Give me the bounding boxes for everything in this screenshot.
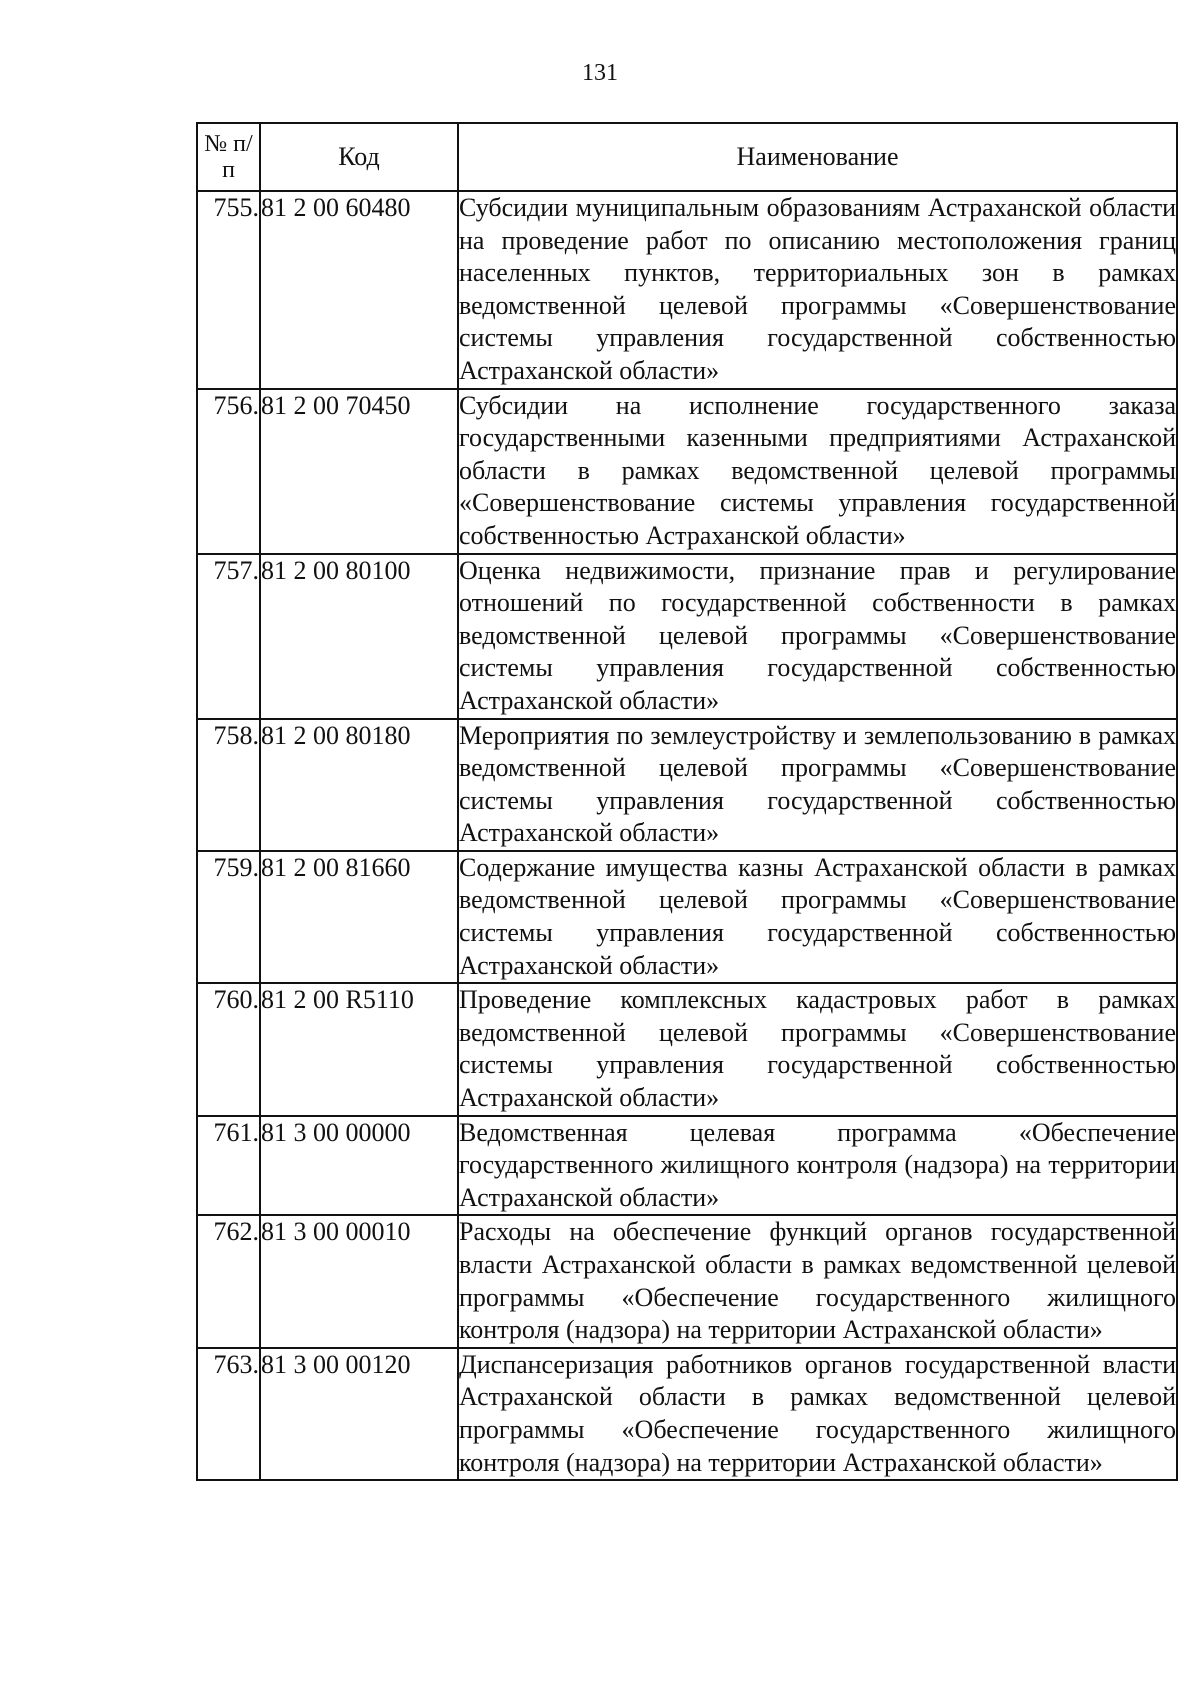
row-name: Мероприятия по землеустройству и землепользованию в рамках ведомственной целевой программы «Совершенствование системы управления государственной собственностью Астраханской области» bbox=[458, 719, 1177, 851]
table-body bbox=[197, 191, 1177, 1480]
row-name: Расходы на обеспечение функций органов государственной власти Астраханской области в рамках ведомственной целевой программы «Обеспечение государственного жилищного контроля (надзора) на территории Астраханской области» bbox=[458, 1215, 1177, 1347]
row-num: 761. bbox=[197, 1116, 260, 1216]
table-row bbox=[197, 389, 1177, 554]
row-num: 763. bbox=[197, 1348, 260, 1480]
codes-table bbox=[196, 122, 1178, 1481]
table-header-row bbox=[197, 123, 1177, 191]
table-row bbox=[197, 554, 1177, 719]
row-code: 81 2 00 80100 bbox=[260, 554, 458, 719]
header-code: Код bbox=[260, 123, 458, 191]
row-num: 758. bbox=[197, 719, 260, 851]
row-name: Ведомственная целевая программа «Обеспечение государственного жилищного контроля (надзора) на территории Астраханской области» bbox=[458, 1116, 1177, 1216]
row-name: Оценка недвижимости, признание прав и регулирование отношений по государственной собственности в рамках ведомственной целевой программы «Совершенствование системы управления государственной собственностью Астраханской области» bbox=[458, 554, 1177, 719]
table-row bbox=[197, 1116, 1177, 1216]
row-code: 81 2 00 60480 bbox=[260, 191, 458, 389]
row-name: Проведение комплексных кадастровых работ в рамках ведомственной целевой программы «Совершенствование системы управления государственной собственностью Астраханской области» bbox=[458, 983, 1177, 1115]
row-num: 755. bbox=[197, 191, 260, 389]
row-num: 756. bbox=[197, 389, 260, 554]
table-row bbox=[197, 1348, 1177, 1480]
row-name: Диспансеризация работников органов государственной власти Астраханской области в рамках ведомственной целевой программы «Обеспечение государственного жилищного контроля (надзора) на территории Астраханской области» bbox=[458, 1348, 1177, 1480]
row-code: 81 2 00 70450 bbox=[260, 389, 458, 554]
row-name: Субсидии муниципальным образованиям Астраханской области на проведение работ по описанию местоположения границ населенных пунктов, территориальных зон в рамках ведомственной целевой программы «Совершенствование системы управления государственной собственностью Астраханской области» bbox=[458, 191, 1177, 389]
row-num: 757. bbox=[197, 554, 260, 719]
row-code: 81 2 00 80180 bbox=[260, 719, 458, 851]
header-name: Наименование bbox=[458, 123, 1177, 191]
page-number: 131 bbox=[582, 60, 618, 86]
row-name: Субсидии на исполнение государственного заказа государственными казенными предприятиями Астраханской области в рамках ведомственной целевой программы «Совершенствование системы управления государственной собственностью Астраханской области» bbox=[458, 389, 1177, 554]
row-code: 81 3 00 00000 bbox=[260, 1116, 458, 1216]
header-num: № п/п bbox=[197, 123, 260, 191]
row-num: 759. bbox=[197, 851, 260, 983]
table-row bbox=[197, 851, 1177, 983]
table-row bbox=[197, 719, 1177, 851]
table-row bbox=[197, 1215, 1177, 1347]
row-num: 760. bbox=[197, 983, 260, 1115]
row-code: 81 2 00 R5110 bbox=[260, 983, 458, 1115]
table-row bbox=[197, 191, 1177, 389]
row-code: 81 2 00 81660 bbox=[260, 851, 458, 983]
table-header bbox=[197, 123, 1177, 191]
table-row bbox=[197, 983, 1177, 1115]
row-code: 81 3 00 00120 bbox=[260, 1348, 458, 1480]
row-code: 81 3 00 00010 bbox=[260, 1215, 458, 1347]
row-num: 762. bbox=[197, 1215, 260, 1347]
row-name: Содержание имущества казны Астраханской области в рамках ведомственной целевой программы «Совершенствование системы управления государственной собственностью Астраханской области» bbox=[458, 851, 1177, 983]
